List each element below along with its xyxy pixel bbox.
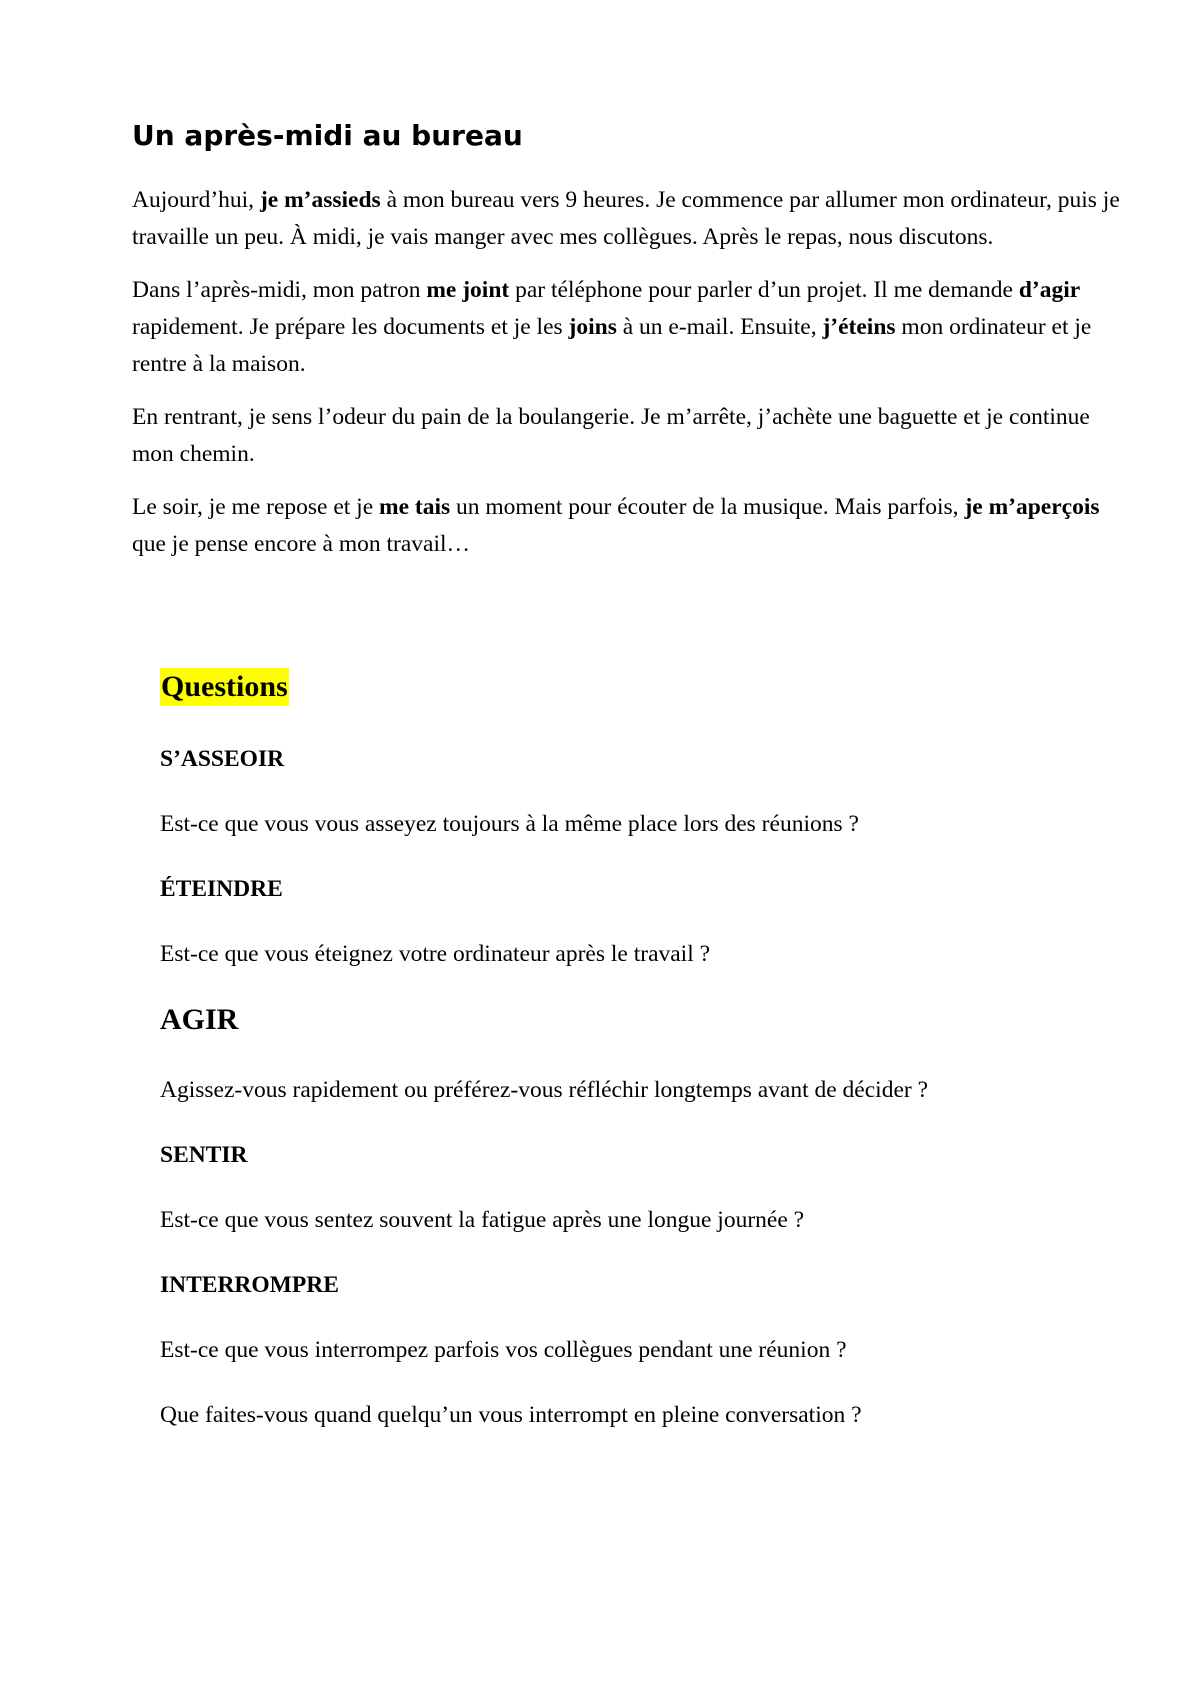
paragraph-text: à un e-mail. Ensuite, [616, 314, 823, 340]
question-sentir: Est-ce que vous sentez souvent la fatigue après une longue journée ? [160, 1207, 805, 1233]
question-agir: Agissez-vous rapidement ou préférez-vous réfléchir longtemps avant de décider ? [160, 1077, 929, 1103]
paragraph-text: mon ordinateur et je rentre à la maison. [132, 314, 1092, 377]
verb-label-sentir: SENTIR [160, 1142, 248, 1168]
paragraph-text: Le soir, je me repose et je [132, 494, 380, 520]
question-s-asseoir: Est-ce que vous vous asseyez toujours à la même place lors des réunions ? [160, 811, 859, 837]
bold-verb: me joint [426, 277, 510, 303]
paragraph-text: un moment pour écouter de la musique. Mais parfois, [450, 494, 965, 520]
story-text [132, 182, 1122, 579]
bold-verb: me tais [379, 494, 451, 520]
document-title: Un après-midi au bureau [132, 119, 523, 152]
story-paragraph-4 [132, 489, 1122, 563]
verb-label-eteindre: ÉTEINDRE [160, 876, 283, 902]
verb-label-interrompre: INTERROMPRE [160, 1272, 339, 1298]
bold-verb: je m’assieds [259, 187, 381, 213]
questions-section [160, 668, 1120, 1428]
paragraph-text: En rentrant, je sens l’odeur du pain de la boulangerie. Je m’arrête, j’achète une baguette et je continue mon chemin. [132, 404, 1090, 467]
story-paragraph-3 [132, 399, 1122, 473]
question-interrompre: Est-ce que vous interrompez parfois vos collègues pendant une réunion ? [160, 1337, 847, 1363]
paragraph-text: Aujourd’hui, [132, 187, 260, 213]
question-extra: Que faites-vous quand quelqu’un vous interrompt en pleine conversation ? [160, 1402, 862, 1428]
story-paragraph-2 [132, 272, 1122, 383]
question-eteindre: Est-ce que vous éteignez votre ordinateur après le travail ? [160, 941, 711, 967]
verb-label-agir: AGIR [160, 1003, 239, 1036]
paragraph-text: que je pense encore à mon travail… [132, 531, 470, 557]
paragraph-text: par téléphone pour parler d’un projet. Il me demande [509, 277, 1019, 303]
paragraph-text: à mon bureau vers 9 heures. Je commence par allumer mon ordinateur, puis je travaille un peu. À midi, je vais manger avec mes collègues. Après le repas, nous discutons. [132, 187, 1120, 250]
paragraph-text: rapidement. Je prépare les documents et je les [132, 314, 569, 340]
paragraph-text: Dans l’après-midi, mon patron [132, 277, 427, 303]
questions-heading: Questions [160, 668, 289, 706]
bold-verb: j’éteins [822, 314, 896, 340]
bold-verb: je m’aperçois [964, 494, 1100, 520]
bold-verb: d’agir [1018, 277, 1081, 303]
bold-verb: joins [568, 314, 617, 340]
verb-label-s-asseoir: S’ASSEOIR [160, 746, 285, 772]
story-paragraph-1 [132, 182, 1122, 256]
